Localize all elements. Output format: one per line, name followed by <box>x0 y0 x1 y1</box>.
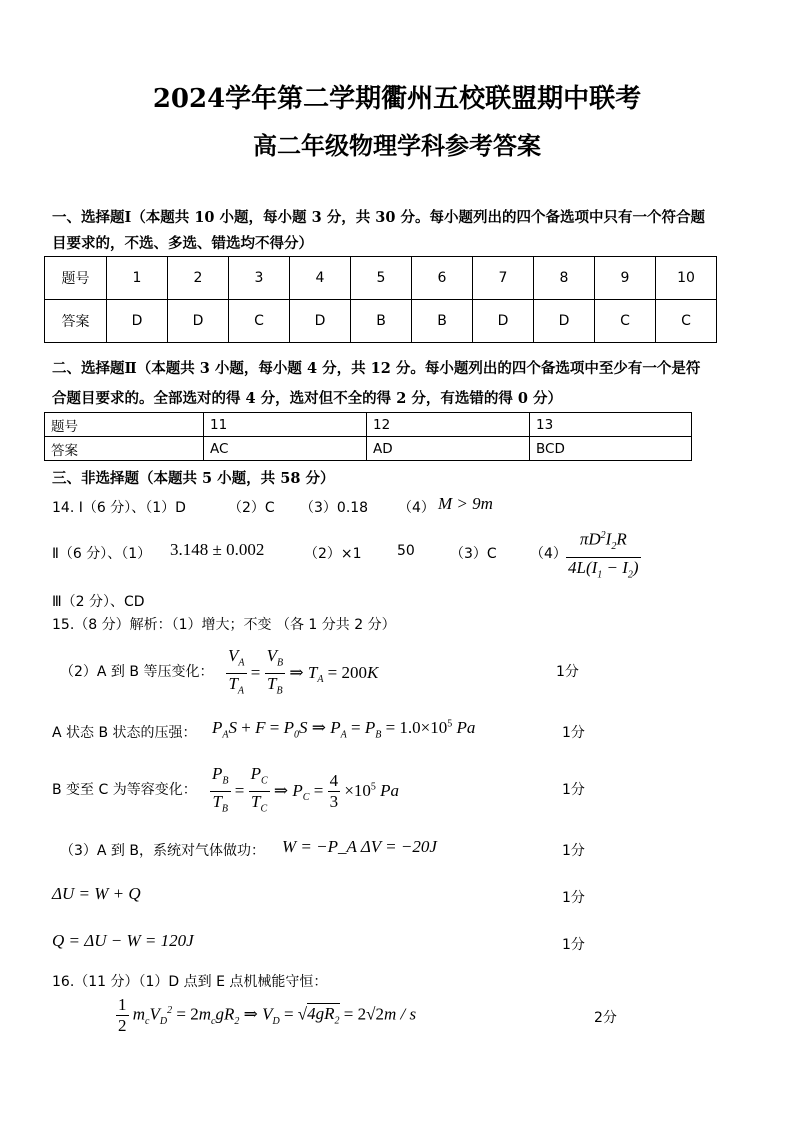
q14-part2-1-value: 3.148 ± 0.002 <box>170 540 265 559</box>
section2-heading-line2: 合题目要求的。全部选对的得 4 分，选对但不全的得 2 分，有选错的得 0 分） <box>52 390 563 407</box>
q16-1-formula: $\frac{1}{2}$ $m_cV_D^2 = 2m_cgR_2$ ⇒ $V_D = √4gR_2 = 2√2m / s$ <box>118 995 417 1035</box>
answer-cell: D <box>473 300 534 343</box>
q15-4-formula: $\frac{P_B}{T_B}$ = $\frac{P_C}{T_C}$ ⇒ $P_C$ = $\frac{4}{3}$ $\times 10^5$ Pa <box>212 764 400 815</box>
question-number: 3 <box>229 257 290 300</box>
q15-7-score: 1分 <box>562 937 585 953</box>
q14-part2-4-formula: $\frac{\pi D^2I_2R}{4L(I_1 - I_2)}$ <box>566 526 641 585</box>
answer-cell: B <box>351 300 412 343</box>
q14-part1-prefix: 14. Ⅰ（6 分）、（1）D <box>52 500 186 516</box>
question-number: 5 <box>351 257 412 300</box>
q14-part1-4: （4） <box>398 500 435 516</box>
answer-cell: C <box>595 300 656 343</box>
table-row <box>45 300 717 343</box>
answer-cell: AD <box>367 437 530 461</box>
table-row <box>45 257 717 300</box>
question-number: 13 <box>530 413 692 437</box>
table-row <box>45 413 692 437</box>
question-number: 11 <box>204 413 367 437</box>
answer-cell: B <box>412 300 473 343</box>
q15-heading: 15.（8 分）解析：（1）增大；不变 （各 1 分共 2 分） <box>52 617 396 633</box>
q15-4-score: 1分 <box>562 782 585 798</box>
q15-7-formula: Q = ΔU − W = 120J <box>52 931 194 950</box>
question-number: 9 <box>595 257 656 300</box>
table-header-cell: 题号 <box>45 257 107 300</box>
q14-part2-prefix: Ⅱ（6 分）、（1） <box>52 546 152 562</box>
q14-part2-3: （3）C <box>450 546 497 562</box>
table-header-cell: 题号 <box>45 413 204 437</box>
section1-heading-line2: 目要求的，不选、多选、错选均不得分） <box>52 235 313 252</box>
question-number: 4 <box>290 257 351 300</box>
question-number: 2 <box>168 257 229 300</box>
q16-heading: 16.（11 分）（1）D 点到 E 点机械能守恒： <box>52 974 328 990</box>
question-number: 8 <box>534 257 595 300</box>
q15-3-score: 1分 <box>562 725 585 741</box>
q15-2-label: （2）A 到 B 等压变化： <box>60 664 214 680</box>
q15-5-formula: W = −P_A ΔV = −20J <box>282 837 437 856</box>
section2-heading-line1: 二、选择题Ⅱ（本题共 3 小题，每小题 4 分，共 12 分。每小题列出的四个备选项中至少有一个是符 <box>52 360 701 377</box>
answer-cell: D <box>534 300 595 343</box>
q14-part2-2b: 50 <box>397 543 415 559</box>
q15-6-formula: ΔU = W + Q <box>52 884 141 903</box>
q14-part3: Ⅲ（2 分）、CD <box>52 594 145 610</box>
q15-3-formula: $P_AS + F = P_0S$ ⇒ $P_A = P_B = 1.0\times 10^5$ Pa <box>212 718 476 741</box>
answer-cell: C <box>229 300 290 343</box>
section2-answer-table <box>44 412 692 461</box>
answer-cell: C <box>656 300 717 343</box>
q15-2-formula: $\frac{V_A}{T_A}$ = $\frac{V_B}{T_B}$ ⇒ $T_A = 200K$ <box>228 646 379 697</box>
q15-5-score: 1分 <box>562 843 585 859</box>
q14-part2-2: （2）×1 <box>304 546 362 562</box>
table-header-cell: 答案 <box>45 300 107 343</box>
question-number: 6 <box>412 257 473 300</box>
question-number: 1 <box>107 257 168 300</box>
answer-cell: D <box>290 300 351 343</box>
answer-cell: AC <box>204 437 367 461</box>
q14-part1-3: （3）0.18 <box>300 500 369 516</box>
q15-3-label: A 状态 B 状态的压强： <box>52 725 197 741</box>
q14-part1-2: （2）C <box>228 500 275 516</box>
page-subtitle: 高二年级物理学科参考答案 <box>253 131 541 160</box>
table-header-cell: 答案 <box>45 437 204 461</box>
answer-cell: D <box>168 300 229 343</box>
q16-1-score: 2分 <box>594 1010 617 1026</box>
answer-cell: BCD <box>530 437 692 461</box>
answer-cell: D <box>107 300 168 343</box>
question-number: 7 <box>473 257 534 300</box>
section1-heading-line1: 一、选择题Ⅰ（本题共 10 小题，每小题 3 分，共 30 分。每小题列出的四个备选项中只有一个符合题 <box>52 209 706 226</box>
q15-2-score: 1分 <box>556 664 579 680</box>
q15-4-label: B 变至 C 为等容变化： <box>52 782 197 798</box>
page-title: 2024学年第二学期衢州五校联盟期中联考 <box>152 84 642 114</box>
q14-part2-4: （4） <box>530 546 567 562</box>
q15-6-score: 1分 <box>562 890 585 906</box>
section3-heading: 三、非选择题（本题共 5 小题，共 58 分） <box>52 470 335 487</box>
q14-part1-4-formula: M > 9m <box>438 494 493 513</box>
section1-answer-table <box>44 256 717 343</box>
question-number: 10 <box>656 257 717 300</box>
table-row <box>45 437 692 461</box>
question-number: 12 <box>367 413 530 437</box>
q15-5-label: （3）A 到 B，系统对气体做功： <box>60 843 265 859</box>
